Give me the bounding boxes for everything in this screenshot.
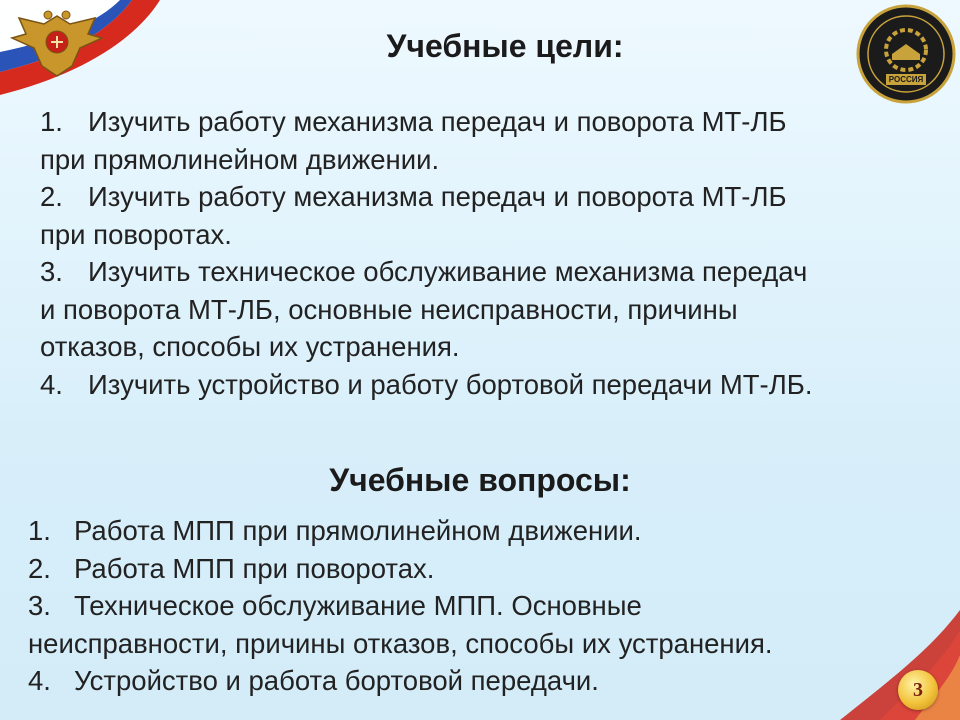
list-number: 1. [40, 106, 63, 137]
list-number: 3. [28, 590, 51, 621]
list-item-continuation: при поворотах. [40, 218, 232, 250]
goals-list [40, 103, 940, 403]
list-item-text: Работа МПП при поворотах. [74, 552, 435, 584]
list-number: 2. [40, 181, 63, 212]
list-item-text: Работа МПП при прямолинейном движении. [74, 515, 642, 546]
seal-country-label: РОССИЯ [888, 75, 924, 84]
list-item-text: Устройство и работа бортовой передачи. [74, 665, 599, 696]
page-number-badge: 3 [898, 670, 938, 710]
list-item-continuation: отказов, способы их устранения. [40, 331, 460, 362]
list-number: 4. [40, 368, 63, 400]
question-item-1 [28, 512, 938, 550]
list-number: 2. [28, 552, 51, 584]
list-number: 4. [28, 665, 51, 696]
list-item-text: Изучить техническое обслуживание механизма передач [88, 256, 808, 287]
goal-item-3 [40, 253, 940, 366]
list-number: 1. [28, 515, 51, 546]
list-item-text: Изучить работу механизма передач и поворота МТ-ЛБ [88, 106, 787, 137]
question-item-4 [28, 662, 938, 700]
question-item-3 [28, 587, 938, 662]
goals-title: Учебные цели: [386, 28, 624, 64]
goal-item-2 [40, 178, 940, 253]
questions-title: Учебные вопросы: [329, 462, 631, 498]
list-item-text: Техническое обслуживание МПП. Основные [74, 590, 642, 621]
list-number: 3. [40, 256, 63, 287]
goal-item-1 [40, 103, 940, 178]
questions-list [28, 512, 938, 700]
list-item-text: Изучить устройство и работу бортовой передачи МТ-ЛБ. [88, 368, 813, 400]
list-item-text: Изучить работу механизма передач и поворота МТ-ЛБ [88, 181, 787, 212]
goal-item-4 [40, 366, 940, 404]
list-item-continuation: при прямолинейном движении. [40, 143, 440, 175]
list-item-continuation: неисправности, причины отказов, способы их устранения. [28, 627, 773, 659]
list-item-continuation: и поворота МТ-ЛБ, основные неисправности, причины [40, 293, 738, 325]
question-item-2 [28, 550, 938, 588]
